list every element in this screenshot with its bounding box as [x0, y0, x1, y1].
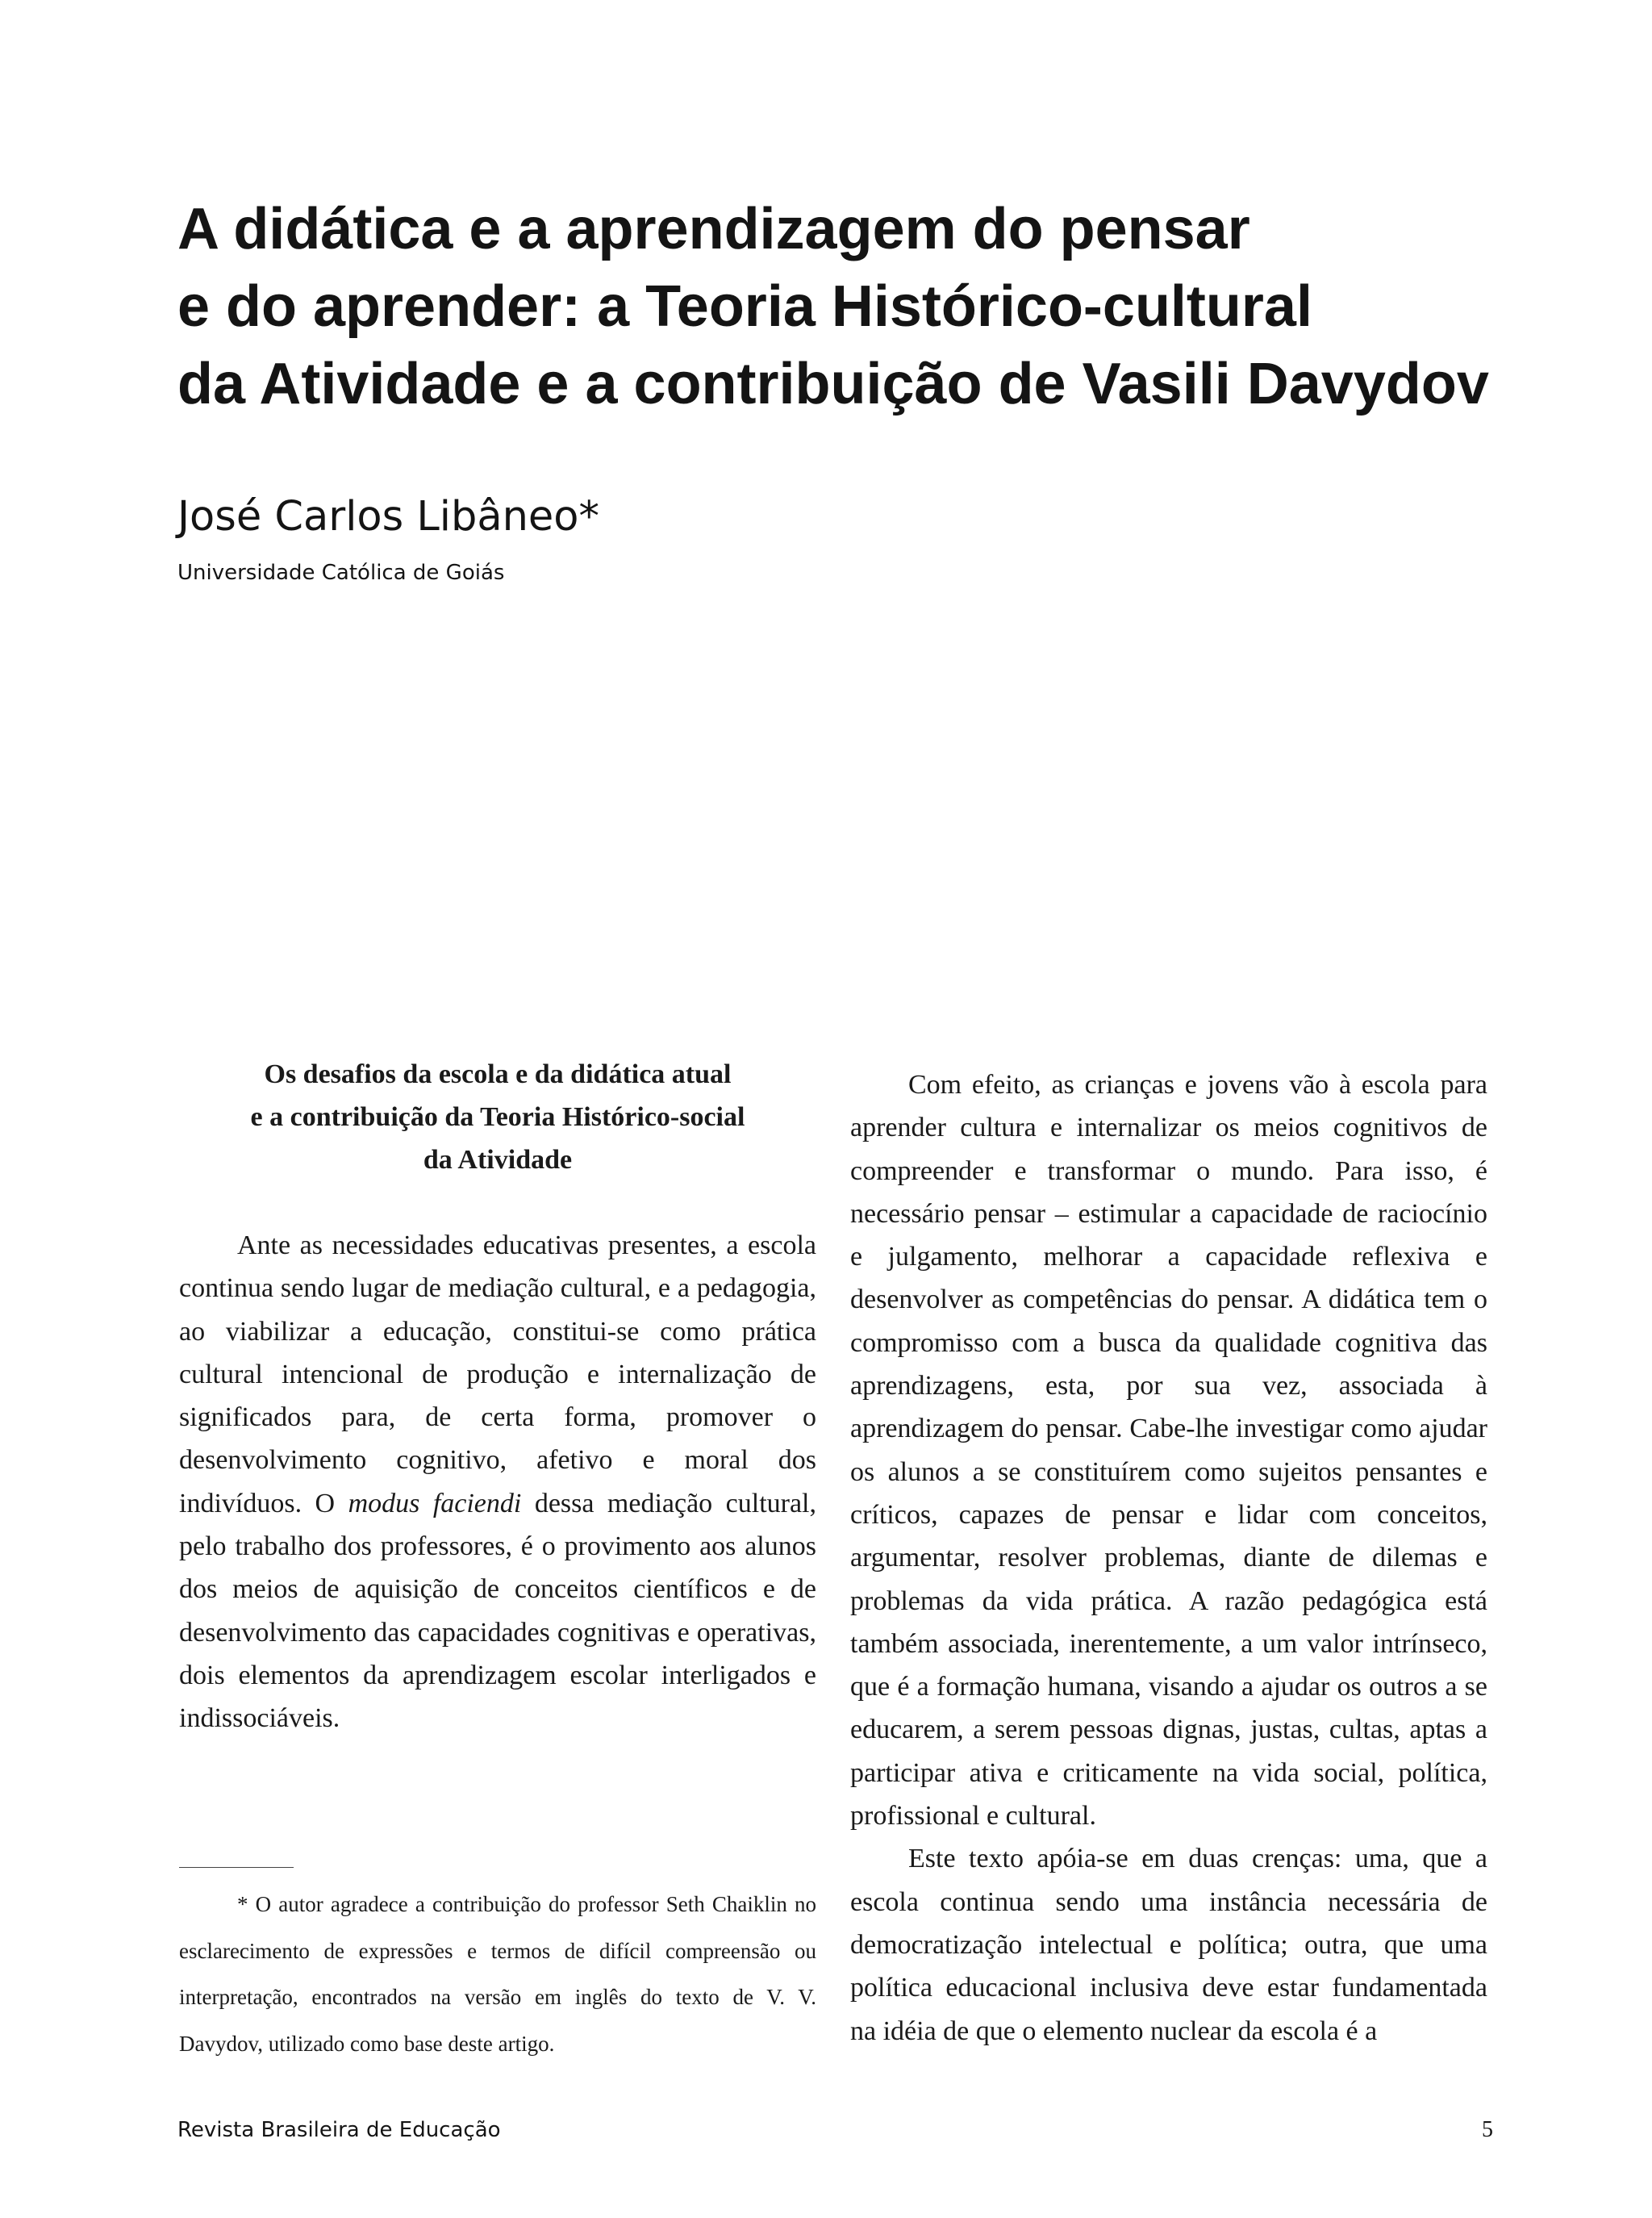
title-line-1: A didática e a aprendizagem do pensar: [177, 197, 1250, 261]
body-paragraph-1-end: dessa mediação cultural, pelo trabalho dos professores, é o provimento aos alunos dos meios de aquisição de conceitos científicos e de desenvolvimento das capacidades cognitivas e operativas, dois elementos da aprendizagem escolar interligados e indissociáveis.: [179, 1488, 816, 1734]
left-column: [179, 1053, 816, 1740]
author-name: José Carlos Libâneo*: [177, 493, 599, 541]
footnote-divider: [179, 1867, 294, 1868]
footnote: * O autor agradece a contribuição do professor Seth Chaiklin no esclarecimento de expressões e termos de difícil compreensão ou interpretação, encontrados na versão em inglês do texto de V. V. Davydov, utilizado como base deste artigo.: [179, 1892, 816, 2056]
body-paragraph-3: Este texto apóia-se em duas crenças: uma, que a escola continua sendo uma instância necessária de democratização intelectual e política; outra, que uma política educacional inclusiva deve estar fundamentada na idéia de que o elemento nuclear da escola é a: [850, 1844, 1487, 2046]
section-heading-line-3: da Atividade: [423, 1145, 573, 1175]
article-title: [177, 190, 1500, 423]
right-column: [850, 1063, 1487, 2053]
section-heading: [179, 1053, 816, 1181]
section-heading-line-1: Os desafios da escola e da didática atual: [264, 1059, 732, 1089]
author-affiliation: Universidade Católica de Goiás: [177, 561, 505, 585]
section-heading-line-2: e a contribuição da Teoria Histórico-social: [250, 1102, 745, 1132]
italic-term: modus faciendi: [348, 1488, 522, 1518]
page-number: 5: [1482, 2117, 1493, 2142]
journal-name: Revista Brasileira de Educação: [177, 2118, 501, 2142]
body-paragraph-1-start: Ante as necessidades educativas presentes, a escola continua sendo lugar de mediação cultural, e a pedagogia, ao viabilizar a educação, constitui-se como prática cultural intencional de produção e internalização de significados para, de certa forma, promover o desenvolvimento cognitivo, afetivo e moral dos indivíduos. O: [179, 1230, 816, 1518]
body-paragraph-1: [179, 1224, 816, 1740]
title-line-3: da Atividade e a contribuição de Vasili Davydov: [177, 352, 1489, 416]
body-paragraph-2: Com efeito, as crianças e jovens vão à escola para aprender cultura e internalizar os meios cognitivos de compreender e transformar o mundo. Para isso, é necessário pensar – estimular a capacidade de raciocínio e julgamento, melhorar a capacidade reflexiva e desenvolver as competências do pensar. A didática tem o compromisso com a busca da qualidade cognitiva das aprendizagens, esta, por sua vez, associada à aprendizagem do pensar. Cabe-lhe investigar como ajudar os alunos a se constituírem como sujeitos pensantes e críticos, capazes de pensar e lidar com conceitos, argumentar, resolver problemas, diante de dilemas e problemas da vida prática. A razão pedagógica está também associada, inerentemente, a um valor intrínseco, que é a formação humana, visando a ajudar os outros a se educarem, a serem pessoas dignas, justas, cultas, aptas a participar ativa e criticamente na vida social, política, profissional e cultural.: [850, 1070, 1487, 1832]
title-line-2: e do aprender: a Teoria Histórico-cultural: [177, 274, 1312, 339]
